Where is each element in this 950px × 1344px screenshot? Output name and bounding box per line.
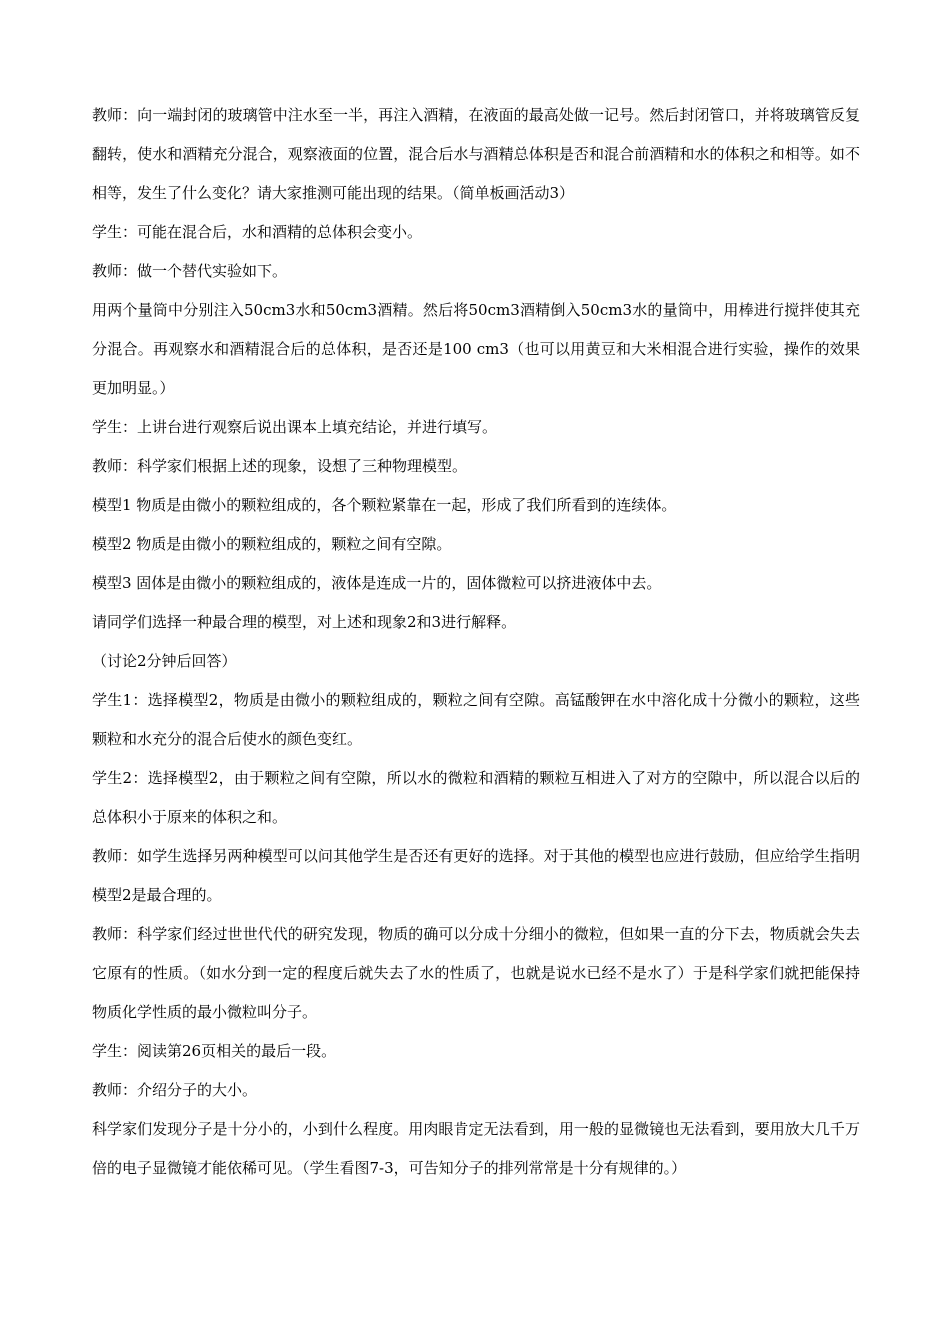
paragraph-discussion: （讨论2分钟后回答）	[92, 652, 237, 670]
paragraph-model-3: 模型3 固体是由微小的颗粒组成的，液体是连成一片的，固体微粒可以挤进液体中去。	[92, 574, 662, 592]
paragraph-teacher-models: 教师：科学家们根据上述的现象，设想了三种物理模型。	[92, 457, 468, 475]
paragraph-teacher-size: 教师：介绍分子的大小。	[92, 1081, 258, 1099]
paragraph-model-1: 模型1 物质是由微小的颗粒组成的，各个颗粒紧靠在一起，形成了我们所看到的连续体。	[92, 496, 677, 514]
paragraph-model-2: 模型2 物质是由微小的颗粒组成的，颗粒之间有空隙。	[92, 535, 452, 553]
paragraph-student-1: 学生1：选择模型2，物质是由微小的颗粒组成的，颗粒之间有空隙。高锰酸钾在水中溶化成十分微小的颗粒，这些颗粒和水充分的混合后使水的颜色变红。	[92, 691, 860, 748]
paragraph-molecule-size: 科学家们发现分子是十分小的，小到什么程度。用肉眼肯定无法看到，用一般的显微镜也无法看到，要用放大几千万倍的电子显微镜才能依稀可见。（学生看图7-3，可告知分子的排列常常是十分有规律的。）	[92, 1120, 860, 1177]
document-page	[92, 96, 860, 1188]
paragraph-teacher-molecule: 教师：科学家们经过世世代代的研究发现，物质的确可以分成十分细小的微粒，但如果一直的分下去，物质就会失去它原有的性质。（如水分到一定的程度后就失去了水的性质了，也就是说水已经不是水了）于是科学家们就把能保持物质化学性质的最小微粒叫分子。	[92, 925, 860, 1021]
paragraph-choose-model: 请同学们选择一种最合理的模型，对上述和现象2和3进行解释。	[92, 613, 517, 631]
paragraph-student-observe: 学生：上讲台进行观察后说出课本上填充结论，并进行填写。	[92, 418, 498, 436]
paragraph-teacher-encourage: 教师：如学生选择另两种模型可以问其他学生是否还有更好的选择。对于其他的模型也应进行鼓励，但应给学生指明模型2是最合理的。	[92, 847, 860, 904]
paragraph-cylinder-experiment: 用两个量筒中分别注入50cm3水和50cm3酒精。然后将50cm3酒精倒入50cm3水的量筒中，用棒进行搅拌使其充分混合。再观察水和酒精混合后的总体积，是否还是100 cm3（也可以用黄豆和大米相混合进行实验，操作的效果更加明显。）	[92, 301, 860, 397]
paragraph-student-guess: 学生：可能在混合后，水和酒精的总体积会变小。	[92, 223, 423, 241]
paragraph-student-read: 学生：阅读第26页相关的最后一段。	[92, 1042, 337, 1060]
paragraph-teacher-substitute: 教师：做一个替代实验如下。	[92, 262, 288, 280]
paragraph-student-2: 学生2：选择模型2，由于颗粒之间有空隙，所以水的微粒和酒精的颗粒互相进入了对方的空隙中，所以混合以后的总体积小于原来的体积之和。	[92, 769, 860, 826]
paragraph-teacher-experiment: 教师：向一端封闭的玻璃管中注水至一半，再注入酒精，在液面的最高处做一记号。然后封闭管口，并将玻璃管反复翻转，使水和酒精充分混合，观察液面的位置，混合后水与酒精总体积是否和混合前酒精和水的体积之和相等。如不相等，发生了什么变化？请大家推测可能出现的结果。（简单板画活动3）	[92, 106, 860, 202]
